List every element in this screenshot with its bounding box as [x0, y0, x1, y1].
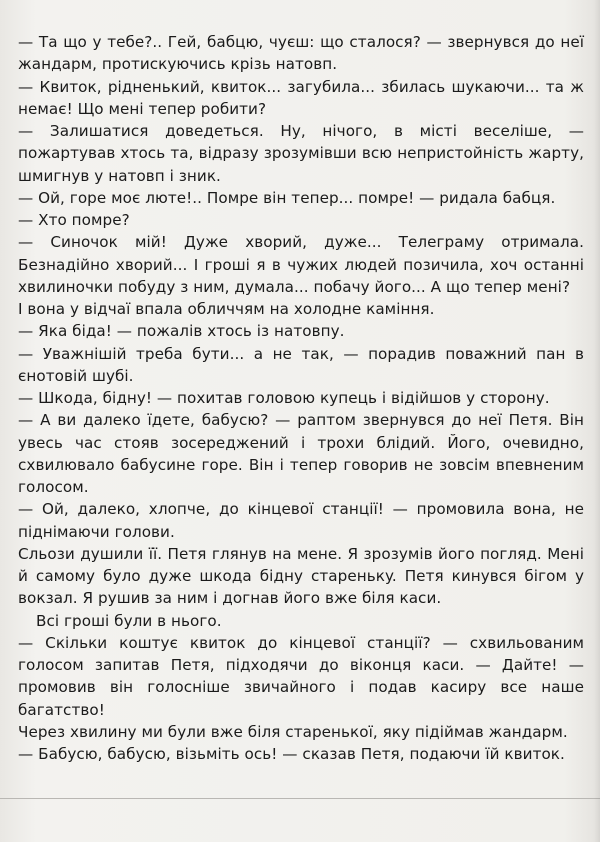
- paragraph-7: І вона у відчаї впала обличчям на холодне каміння.: [18, 300, 435, 318]
- paragraph-13: Сльози душили її. Петя глянув на мене. Я зрозумів його погляд. Мені й самому було дуже шкода бідну старенькy. Петя кинувся бігом у вокзал. Я рушив за ним і догнав його вже біля каси.: [18, 544, 584, 608]
- paragraph-10: — Шкода, бідну! — похитав головою купець і відійшов у сторону.: [18, 389, 550, 407]
- bottom-divider: [0, 798, 600, 799]
- paragraph-4: — Ой, горе моє люте!.. Помре він тепер... помре! — ридала бабця.: [18, 188, 556, 207]
- paragraph-1: — Та що у тебе?.. Гей, бабцю, чуєш: що сталося? — звернувся до неї жандарм, протискуючись крізь натовп.: [18, 33, 584, 74]
- page-edge-shadow: [594, 0, 600, 842]
- paragraph-3: — Залишатися доведеться. Ну, нічого, в місті веселіше, — пожартував хтось та, відразу зрозумівши всю непристойність жарту, шмигнув у натовп і зник.: [18, 122, 584, 185]
- story-text: [18, 31, 584, 765]
- paragraph-5: — Хто помре?: [18, 211, 130, 229]
- paragraph-14: Всі гроші були в нього.: [36, 611, 222, 630]
- paragraph-16: Через хвилину ми були вже біля старенької, яку підіймав жандарм.: [18, 722, 568, 741]
- paragraph-11: — А ви далеко їдете, бабусю? — раптом звернувся до неї Петя. Він увесь час стояв зосереджений і трохи блідий. Його, очевидно, схвилювало бабусине горе. Він і тепер говорив не зовсім впевненим голосом.: [18, 411, 584, 496]
- paragraph-15: — Скільки коштує квиток до кінцевої станції? — схвильованим голосом запитав Петя, підходячи до віконця каси. — Дайте! — промовив він голосніше звичайного і подав касиру все наше багатство!: [18, 633, 584, 719]
- paragraph-12: — Ой, далеко, хлопче, до кінцевої станції! — промовила вона, не піднімаючи голови.: [18, 500, 584, 541]
- paragraph-2: — Квиток, рідненький, квиток... загубила... збилась шукаючи... та ж немає! Що мені тепер робити?: [18, 77, 584, 118]
- paragraph-6: — Синочок мій! Дуже хворий, дуже... Телеграму отримала. Безнадійно хворий... І гроші я в чужих людей позичила, хоч останні хвилиночки побуду з ним, думала... побачу його... А що тепер мені?: [18, 233, 584, 296]
- paragraph-9: — Уважнішій треба бути... а не так, — порадив поважний пан в єнотовій шубі.: [18, 344, 584, 385]
- paragraph-17: — Бабусю, бабусю, візьміть ось! — сказав Петя, подаючи їй квиток.: [18, 745, 565, 763]
- paragraph-8: — Яка біда! — пожалів хтось із натовпу.: [18, 322, 345, 341]
